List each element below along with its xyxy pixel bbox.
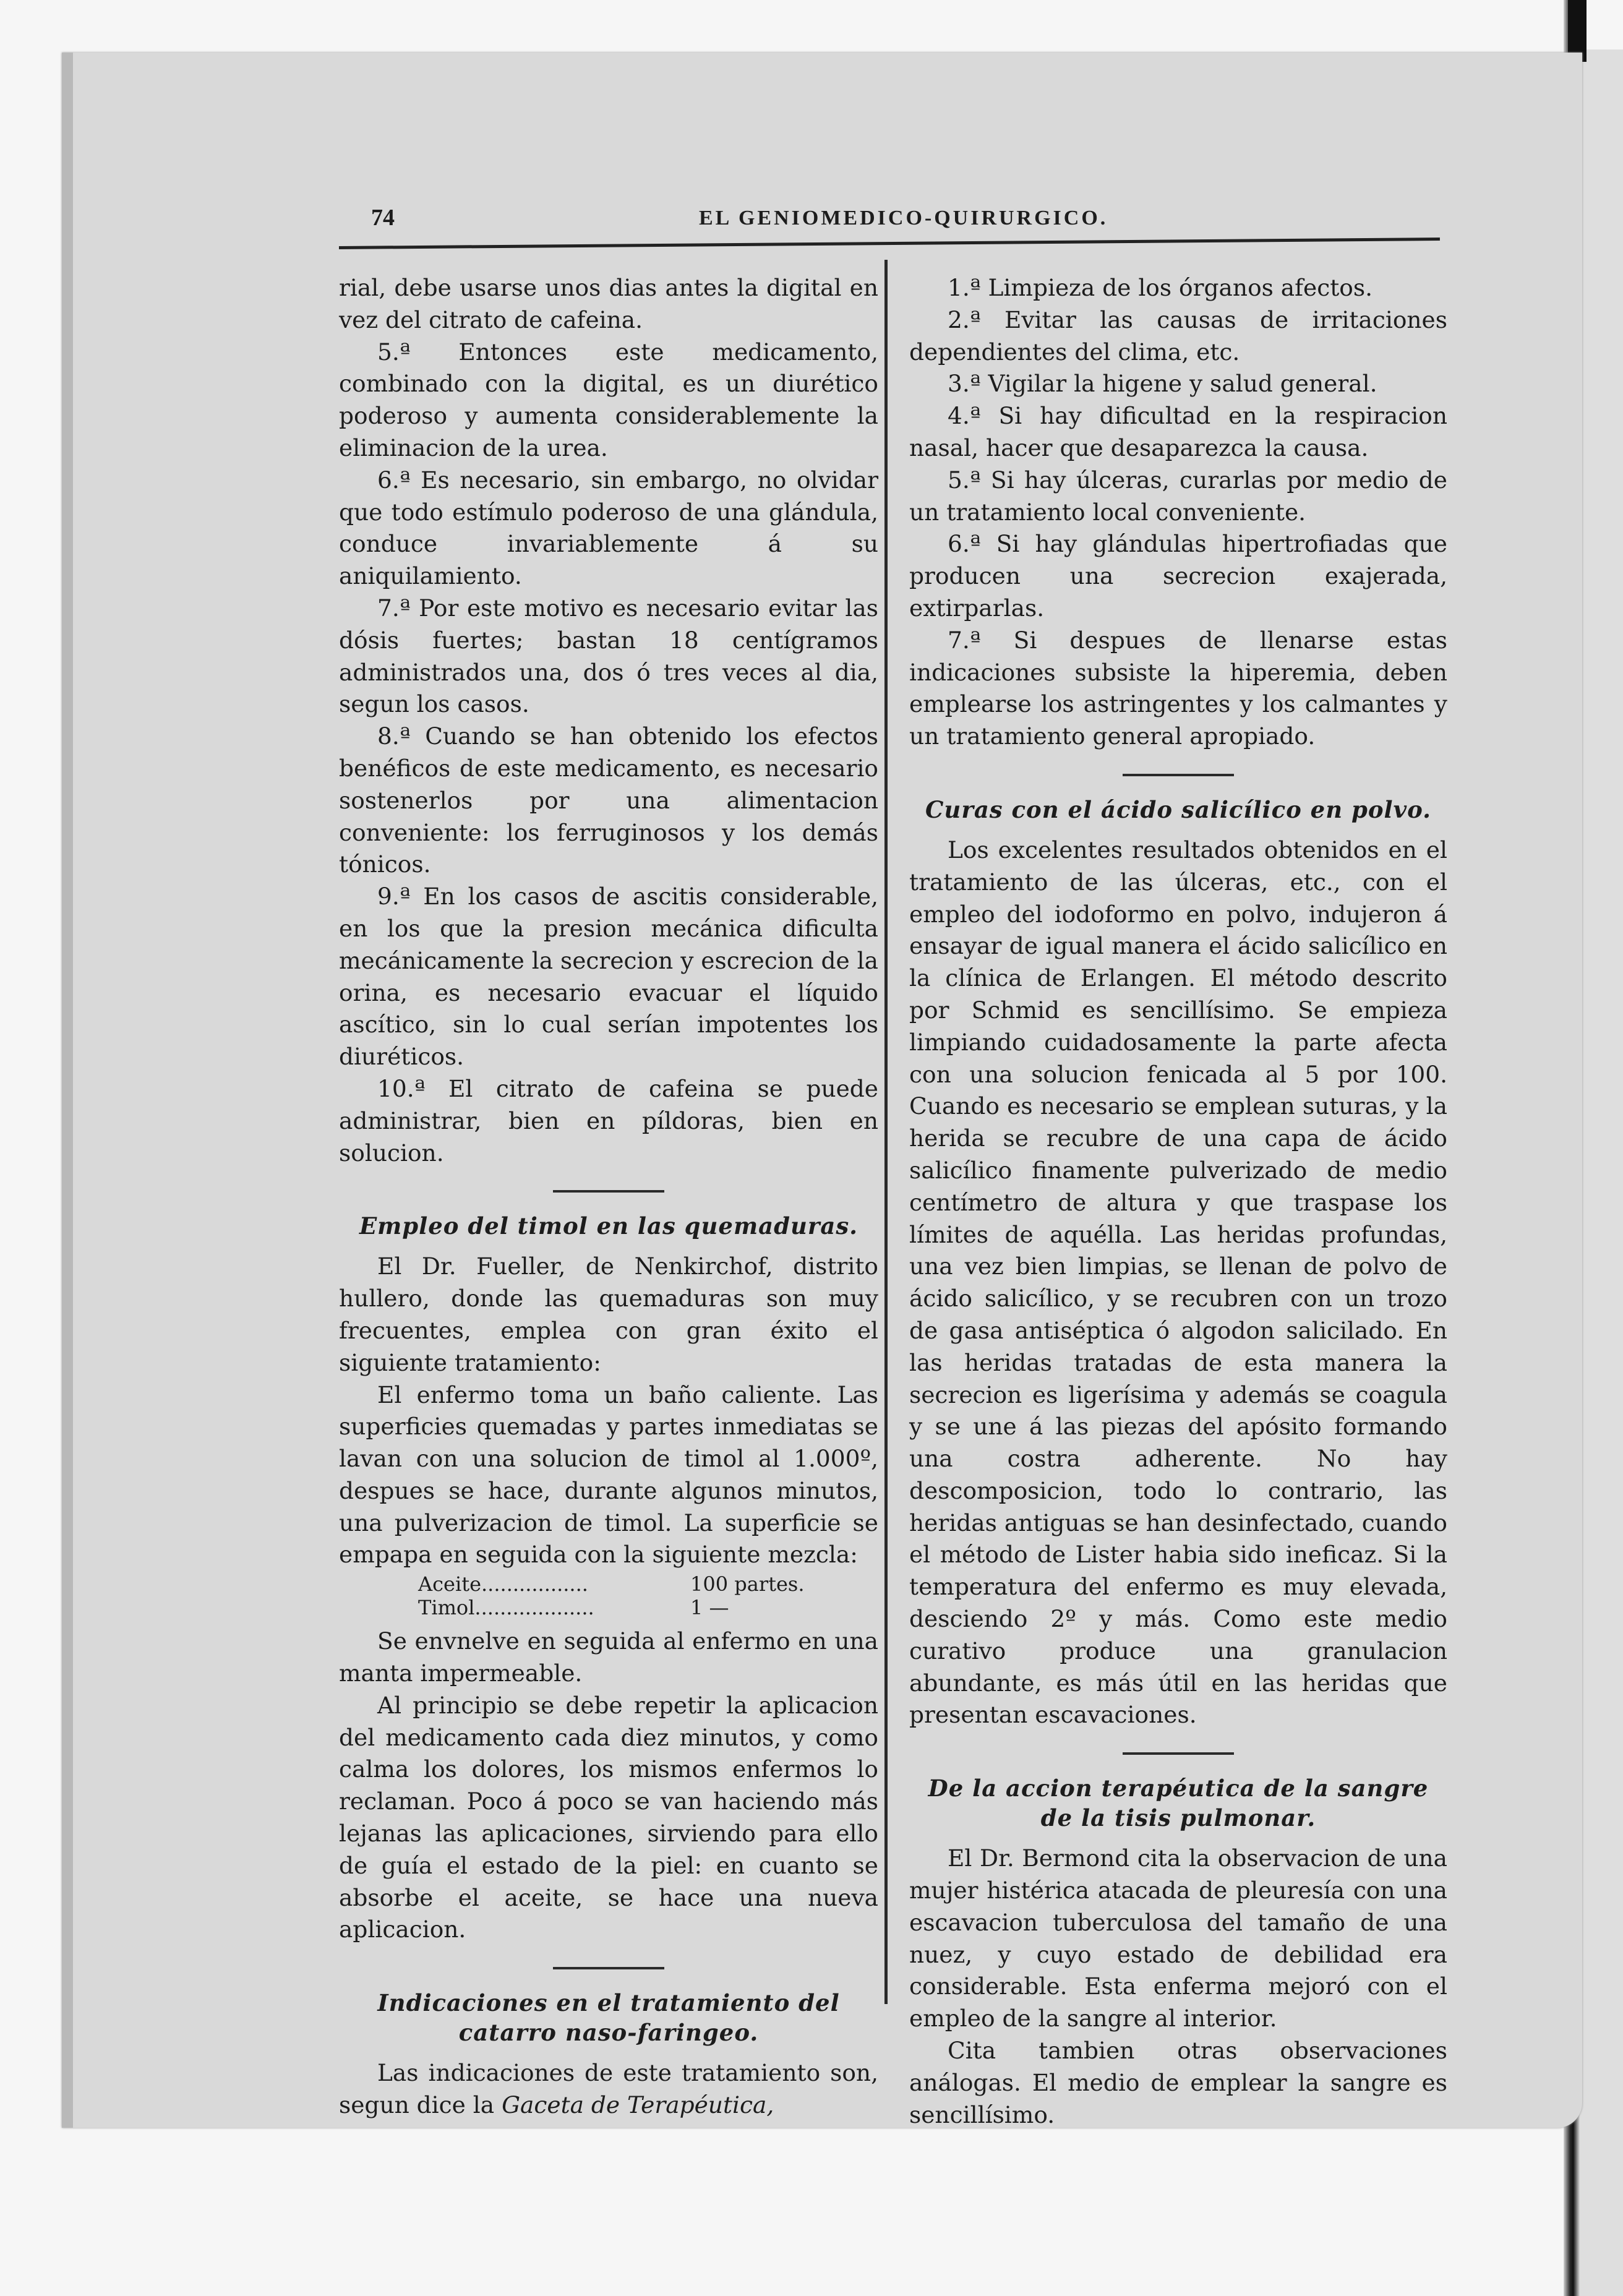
recipe-row (339, 1572, 878, 1596)
numbered-paragraph: 9.ª En los casos de ascitis considerable, en los que la presion mecánica dificulta mecánicamente la secrecion y escrecion de la orina, es necesario evacuar el líquido ascítico, sin lo cual serían impotentes los diuréticos. (339, 883, 878, 1071)
recipe-quantity: 1 — (690, 1596, 729, 1620)
paragraph (339, 2057, 878, 2122)
adjacent-page-edge (1580, 49, 1623, 2296)
numbered-paragraph: 3.ª Vigilar la higene y salud general. (948, 370, 1377, 398)
running-head (371, 204, 1435, 241)
numbered-paragraph: 1.ª Limpieza de los órganos afectos. (948, 274, 1373, 301)
section-divider (553, 1190, 664, 1193)
paragraph: El Dr. Bermond cita la observacion de una mujer histérica atacada de pleuresía con una escavacion tuberculosa del tamaño de una nuez, y cuyo estado de debilidad era considerable. Esta enferma mejoró con el empleo de la sangre al interior. (909, 1844, 1447, 2033)
recipe-quantity: 100 partes. (690, 1572, 805, 1596)
section-divider (1123, 1752, 1234, 1755)
paragraph: El Dr. Fueller, de Nenkirchof, distrito hullero, donde las quemaduras son muy frecuentes, emplea con gran éxito el siguiente tratamiento: (339, 1253, 878, 1376)
paragraph: rial, debe usarse unos dias antes la digital en vez del citrato de cafeina. (339, 274, 878, 333)
paragraph-text: Las indicaciones de este tratamiento son, segun dice la (339, 2059, 878, 2119)
section-heading-catarro: Indicaciones en el tratamiento del catarro naso-faringeo. (377, 1989, 840, 2047)
paragraph: El enfermo toma un baño caliente. Las superficies quemadas y partes inmediatas se lavan con una solucion de timol al 1.000º, despues se hace, durante algunos minutos, una pulverizacion de timol. La superficie se empapa en seguida con la siguiente mezcla: (339, 1381, 878, 1569)
left-column (339, 272, 878, 2122)
right-column (909, 272, 1447, 2131)
section-divider (553, 1967, 664, 1969)
column-divider (884, 260, 888, 2004)
numbered-paragraph: 6.ª Es necesario, sin embargo, no olvidar que todo estímulo poderoso de una glándula, conduce invariablemente á su aniquilamiento. (339, 466, 878, 590)
recipe-ingredient: Aceite................. (418, 1572, 588, 1596)
section-heading-sangre: De la accion terapéutica de la sangre de la tisis pulmonar. (928, 1775, 1429, 1832)
numbered-paragraph: 5.ª Si hay úlceras, curarlas por medio de un tratamiento local conveniente. (909, 466, 1447, 526)
recipe-table (339, 1572, 878, 1619)
section-heading-salicilico: Curas con el ácido salicílico en polvo. (925, 795, 1432, 823)
numbered-paragraph: 10.ª El citrato de cafeina se puede administrar, bien en píldoras, bien en solucion. (339, 1074, 878, 1167)
section-divider (1123, 774, 1234, 776)
numbered-paragraph: 5.ª Entonces este medicamento, combinado con la digital, es un diurético poderoso y aumenta considerablemente la eliminacion de la urea. (339, 338, 878, 461)
section-heading-timol: Empleo del timol en las quemaduras. (359, 1212, 859, 1240)
journal-title: EL GENIOMEDICO-QUIRURGICO. (699, 207, 1108, 229)
numbered-paragraph: 7.ª Si despues de llenarse estas indicaciones subsiste la hiperemia, deben emplearse los astringentes y los calmantes y un tratamiento general apropiado. (909, 626, 1447, 750)
recipe-ingredient: Timol................... (418, 1596, 594, 1620)
numbered-paragraph: 8.ª Cuando se han obtenido los efectos benéficos de este medicamento, es necesario sostenerlos por una alimentacion conveniente: los ferruginosos y los demás tónicos. (339, 722, 878, 878)
paragraph: Cita tambien otras observaciones análogas. El medio de emplear la sangre es sencillísimo. (909, 2037, 1447, 2128)
recipe-row (339, 1596, 878, 1619)
page-number: 74 (371, 205, 395, 231)
paragraph: Al principio se debe repetir la aplicacion del medicamento cada diez minutos, y como calma los dolores, los mismos enfermos lo reclaman. Poco á poco se van haciendo más lejanas las aplicaciones, sirviendo para ello de guía el estado de la piel: en cuanto se absorbe el aceite, se hace una nueva aplicacion. (339, 1691, 878, 1943)
numbered-paragraph: 6.ª Si hay glándulas hipertrofiadas que producen una secrecion exajerada, extirparlas. (909, 530, 1447, 622)
numbered-paragraph: 7.ª Por este motivo es necesario evitar las dósis fuertes; bastan 18 centígramos administrados una, dos ó tres veces al dia, segun los casos. (339, 594, 878, 718)
numbered-paragraph: 2.ª Evitar las causas de irritaciones dependientes del clima, etc. (909, 306, 1447, 366)
numbered-paragraph: 4.ª Si hay dificultad en la respiracion nasal, hacer que desaparezca la causa. (909, 402, 1447, 461)
publication-title: Gaceta de Terapéutica, (502, 2091, 774, 2119)
paragraph: Los excelentes resultados obtenidos en el tratamiento de las úlceras, etc., con el empleo del iodoformo en polvo, indujeron á ensayar de igual manera el ácido salicílico en la clínica de Erlangen. El método descrito por Schmid es sencillísimo. Se empieza limpiando cuidadosamente la parte afecta con una solucion fenicada al 5 por 100. Cuando es necesario se emplean suturas, y la herida se recubre de una capa de ácido salicílico finamente pulverizado de medio centímetro de altura y que traspase los límites de aquélla. Las heridas profundas, una vez bien limpias, se llenan de polvo de ácido salicílico, y se recubren con un trozo de gasa antiséptica ó algodon salicilado. En las heridas tratadas de esta manera la secrecion es ligerísima y además se coagula y se une á las piezas del apósito formando una costra adherente. No hay descomposicion, todo lo contrario, las heridas antiguas se han desinfectado, cuando el método de Lister habia sido ineficaz. Si la temperatura del enfermo es muy elevada, desciendo 2º y más. Como este medio curativo produce una granulacion abundante, es más útil en las heridas que presentan escavaciones. (909, 836, 1447, 1729)
paragraph: Se envnelve en seguida al enfermo en una manta impermeable. (339, 1627, 878, 1687)
